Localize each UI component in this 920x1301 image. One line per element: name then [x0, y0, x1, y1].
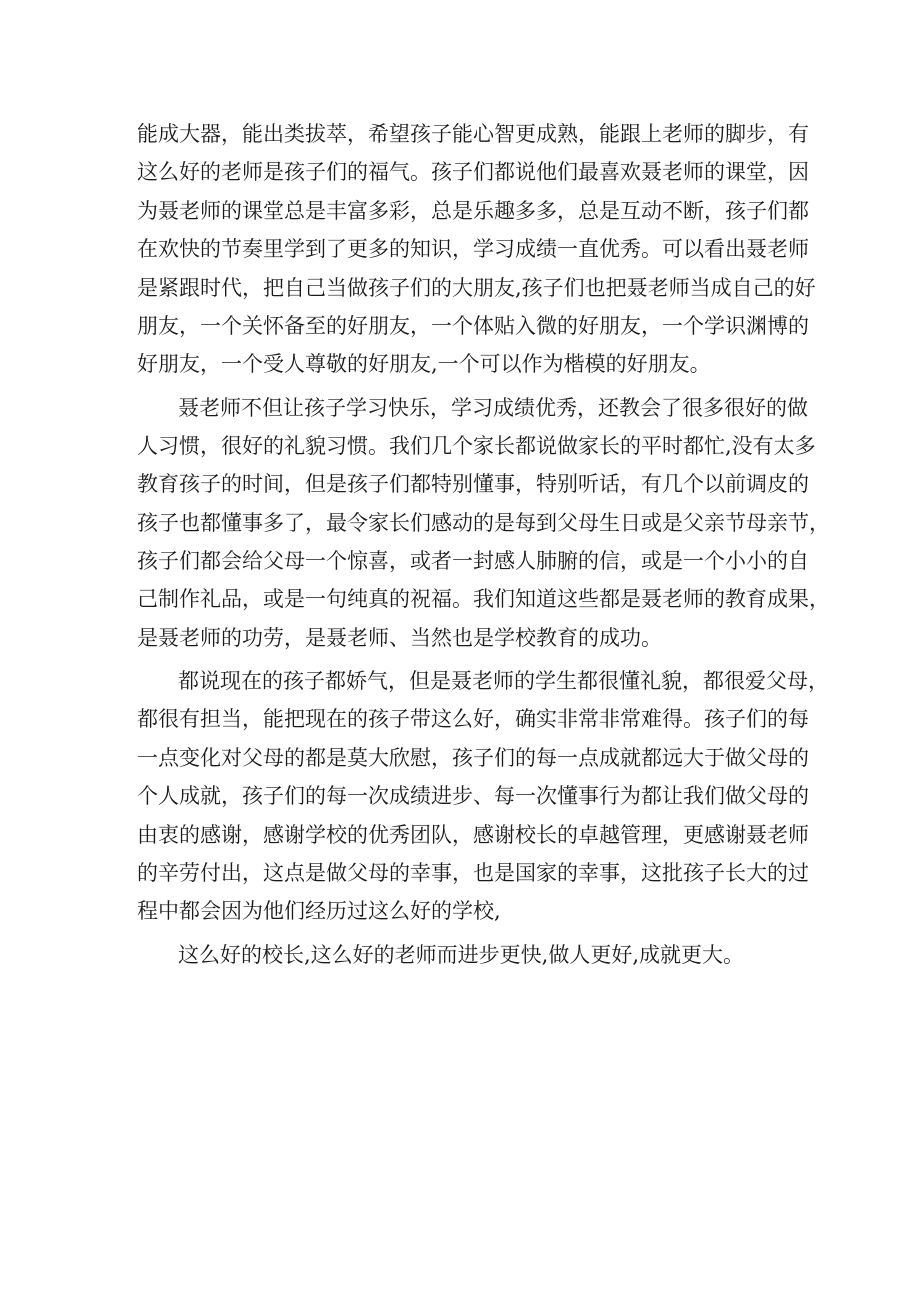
text-line: 由衷的感谢，感谢学校的优秀团队，感谢校长的卓越管理，更感谢聂老师 [137, 822, 809, 847]
text-line: 都很有担当，能把现在的孩子带这么好，确实非常非常难得。孩子们的每 [137, 707, 809, 732]
text-line: 朋友，一个关怀备至的好朋友，一个体贴入微的好朋友，一个学识渊博的 [137, 313, 809, 338]
text-line: 孩子们都会给父母一个惊喜，或者一封感人肺腑的信，或是一个小小的自 [137, 549, 809, 574]
paragraph-3 [137, 662, 829, 931]
text-line: 是聂老师的功劳，是聂老师、当然也是学校教育的成功。 [137, 625, 662, 650]
text-line: 这么好的校长,这么好的老师而进步更快,做人更好,成就更大。 [178, 942, 745, 967]
text-line: 教育孩子的时间，但是孩子们都特别懂事，特别听话，有几个以前调皮的 [137, 472, 809, 497]
text-line: 能成大器，能出类拔萃，希望孩子能心智更成熟，能跟上老师的脚步，有 [137, 122, 809, 146]
paragraph-2 [137, 389, 830, 658]
text-line: 孩子也都懂事多了，最令家长们感动的是每到父母生日或是父亲节母亲节， [137, 510, 830, 535]
text-line: 程中都会因为他们经历过这么好的学校, [137, 899, 501, 924]
paragraph-1 [137, 115, 816, 384]
paragraph-4 [137, 936, 797, 974]
document-body [137, 115, 830, 974]
text-line: 己制作礼品，或是一句纯真的祝福。我们知道这些都是聂老师的教育成果， [137, 587, 830, 612]
text-line: 是紧跟时代，把自己当做孩子们的大朋友,孩子们也把聂老师当成自己的好 [137, 275, 816, 300]
text-line: 人习惯，很好的礼貌习惯。我们几个家长都说做家长的平时都忙,没有太多 [137, 433, 816, 458]
text-line: 聂老师不但让孩子学习快乐，学习成绩优秀，还教会了很多很好的做 [178, 395, 808, 420]
text-line: 为聂老师的课堂总是丰富多彩，总是乐趣多多，总是互动不断，孩子们都 [137, 198, 809, 223]
text-line: 好朋友，一个受人尊敬的好朋友,一个可以作为楷模的好朋友。 [137, 352, 711, 377]
text-line: 在欢快的节奏里学到了更多的知识，学习成绩一直优秀。可以看出聂老师 [137, 237, 809, 262]
text-line: 一点变化对父母的都是莫大欣慰，孩子们的每一点成就都远大于做父母的 [137, 745, 809, 770]
text-line: 这么好的老师是孩子们的福气。孩子们都说他们最喜欢聂老师的课堂，因 [137, 160, 809, 185]
text-line: 都说现在的孩子都娇气，但是聂老师的学生都很懂礼貌，都很爱父母， [178, 669, 829, 694]
text-line: 个人成就，孩子们的每一次成绩进步、每一次懂事行为都让我们做父母的 [137, 784, 809, 809]
text-line: 的辛劳付出，这点是做父母的幸事，也是国家的幸事，这批孩子长大的过 [137, 861, 809, 886]
